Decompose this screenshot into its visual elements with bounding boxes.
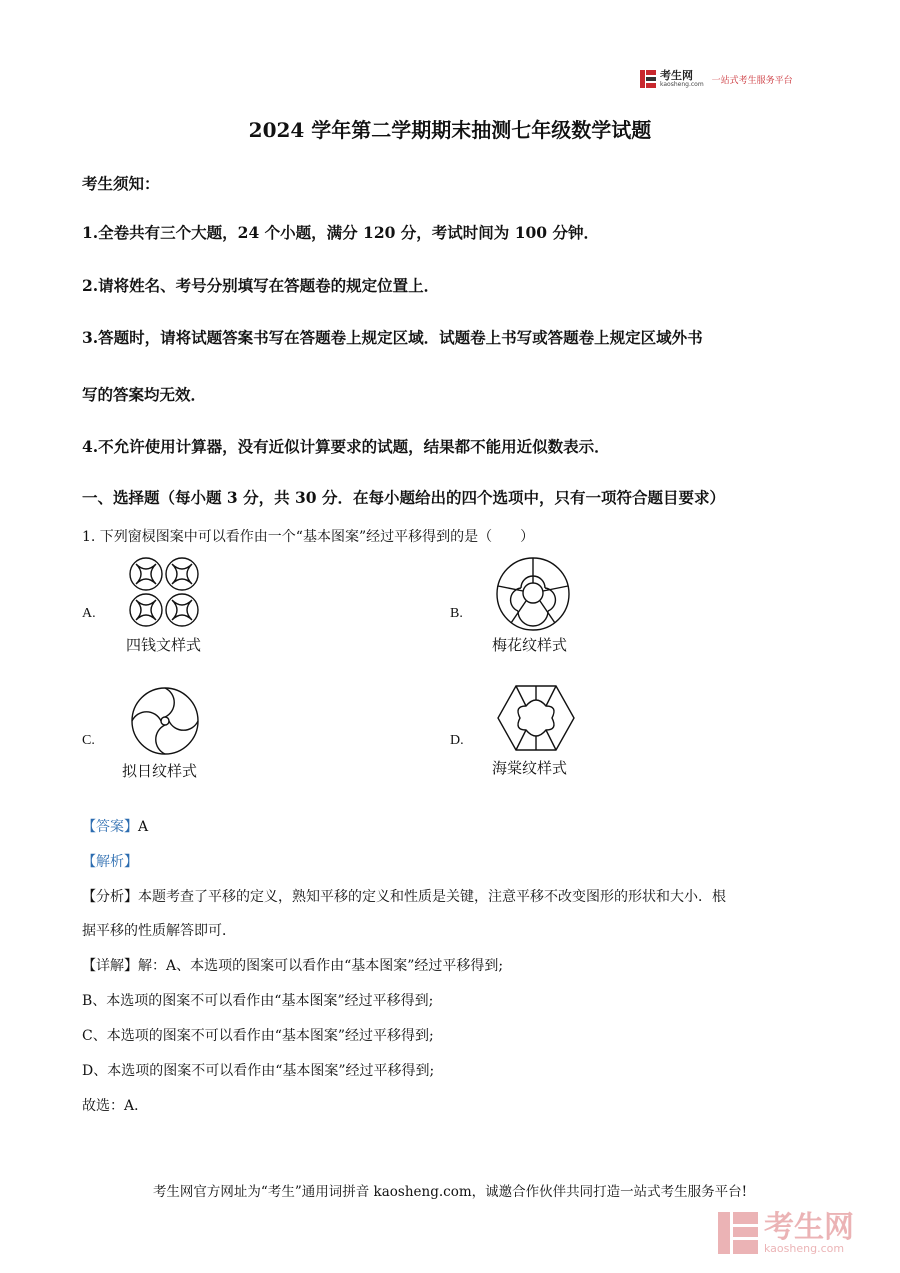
- question-stem: 1. 下列窗棂图案中可以看作由一个“基本图案”经过平移得到的是（ ）: [82, 529, 535, 545]
- section-heading: 一、选择题（每小题 3 分，共 30 分．在每小题给出的四个选项中，只有一项符合题目要求）: [82, 488, 725, 507]
- logo-slogan: 一站式考生服务平台: [711, 75, 793, 86]
- header-logo: [640, 70, 793, 88]
- notice-item-3: 3.答题时，请将试题答案书写在答题卷上规定区域．试题卷上书写或答题卷上规定区域外书: [82, 328, 703, 347]
- watermark-domain: kaosheng.com: [764, 1241, 845, 1255]
- fenxi-line-1: [82, 886, 726, 906]
- page-title: 2024 学年第二学期期末抽测七年级数学试题: [248, 118, 652, 142]
- conclusion-line: 故选：A．: [82, 1098, 149, 1114]
- sun-pattern-figure: [130, 686, 200, 756]
- notice-heading: 考生须知：: [82, 174, 160, 193]
- plum-blossom-pattern-figure: [495, 556, 571, 632]
- kaosheng-logo-icon: [640, 70, 656, 88]
- answer-value: A: [138, 819, 149, 835]
- footer-text: 考生网官方网址为“考生”通用词拼音 kaosheng.com，诚邀合作伙伴共同打造一站式考生服务平台!: [152, 1184, 748, 1200]
- option-b-caption: 梅花纹样式: [492, 636, 568, 654]
- option-a-caption: 四钱文样式: [126, 636, 202, 654]
- xiangjie-line: [82, 955, 503, 975]
- option-d-letter: D.: [450, 733, 464, 748]
- answer-line: [82, 816, 148, 836]
- fenxi-line-2: 据平移的性质解答即可．: [82, 923, 236, 939]
- option-c-caption: 拟日纹样式: [122, 762, 198, 780]
- four-coin-pattern-figure: [128, 556, 200, 628]
- option-a-letter: A.: [82, 606, 96, 621]
- notice-item-3-cont: 写的答案均无效．: [82, 385, 207, 404]
- analysis-tag: 【解析】: [82, 854, 138, 870]
- logo-domain: kaosheng.com: [660, 81, 704, 88]
- watermark-logo-icon: [718, 1212, 758, 1254]
- notice-item-2: 2.请将姓名、考号分别填写在答题卷的规定位置上．: [82, 276, 440, 295]
- fenxi-text-1: 本题考查了平移的定义，熟知平移的定义和性质是关键，注意平移不改变图形的形状和大小．根: [138, 889, 726, 905]
- notice-item-1: 1.全卷共有三个大题，24 个小题，满分 120 分，考试时间为 100 分钟．: [82, 223, 599, 242]
- option-b-letter: B.: [450, 606, 463, 621]
- xiangjie-text: 解：A、本选项的图案可以看作由“基本图案”经过平移得到;: [138, 958, 504, 974]
- notice-item-4: 4.不允许使用计算器，没有近似计算要求的试题，结果都不能用近似数表示．: [82, 437, 610, 456]
- watermark-name: 考生网: [764, 1209, 854, 1245]
- analysis-line-b: B、本选项的图案不可以看作由“基本图案”经过平移得到;: [82, 993, 434, 1009]
- xiangjie-tag: 【详解】: [82, 958, 138, 974]
- watermark: [718, 1209, 854, 1255]
- fenxi-tag: 【分析】: [82, 889, 138, 905]
- logo-name: 考生网: [660, 69, 693, 82]
- answer-tag: 【答案】: [82, 819, 138, 835]
- analysis-line-d: D、本选项的图案不可以看作由“基本图案”经过平移得到;: [82, 1063, 435, 1079]
- begonia-pattern-figure: [496, 684, 576, 752]
- analysis-line-c: C、本选项的图案不可以看作由“基本图案”经过平移得到;: [82, 1028, 434, 1044]
- option-d-caption: 海棠纹样式: [492, 759, 568, 777]
- option-c-letter: C.: [82, 733, 95, 748]
